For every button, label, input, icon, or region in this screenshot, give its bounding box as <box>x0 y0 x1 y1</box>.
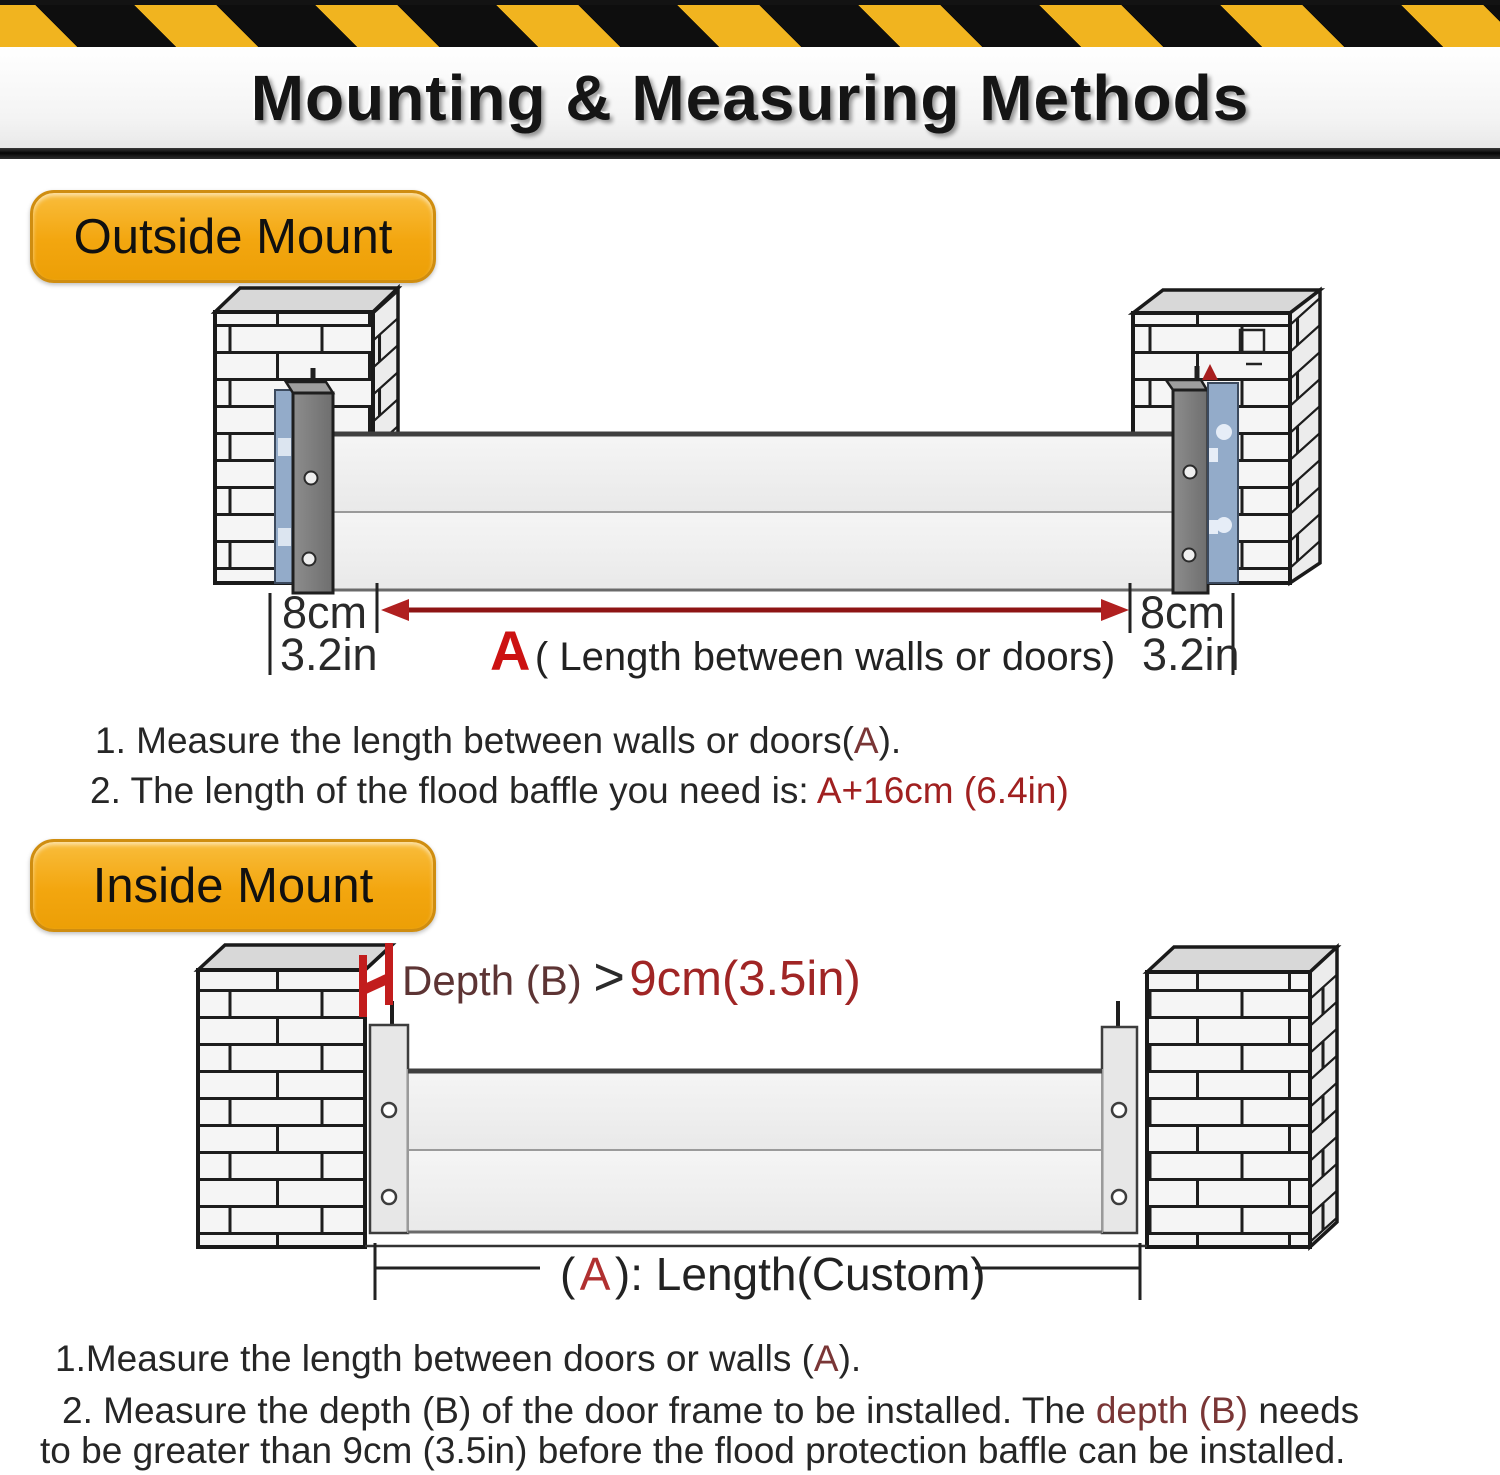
screw-hole <box>1112 1190 1126 1204</box>
inside-right-bracket <box>1102 1001 1137 1233</box>
span-label: A ( Length between walls or doors) <box>490 619 1116 682</box>
screw-hole <box>1183 549 1196 562</box>
outside-mount-diagram <box>0 270 1500 710</box>
outside-step-2: 2. The length of the flood baffle you need is: A+16cm (6.4in) <box>90 770 1069 811</box>
flood-barrier-panels <box>408 1070 1102 1232</box>
flood-barrier-panels <box>333 433 1173 590</box>
inside-step-2-line-2: to be greater than 9cm (3.5in) before the flood protection baffle can be installed. <box>40 1430 1346 1471</box>
depth-label: Depth (B) > 9cm(3.5in) <box>402 947 861 1007</box>
screw-hole <box>1184 466 1197 479</box>
right-dim-inch: 3.2in <box>1142 629 1240 680</box>
title-band <box>0 47 1500 148</box>
inside-dimensions <box>375 1243 1140 1300</box>
inside-right-pillar <box>1147 947 1337 1247</box>
outside-step-1: 1. Measure the length between walls or doors(A). <box>95 720 902 761</box>
screw-hole <box>382 1190 396 1204</box>
outside-right-seal-strip <box>1208 383 1238 583</box>
caution-tape-band <box>0 0 1500 52</box>
right-dim-cm: 8cm <box>1140 587 1226 638</box>
screw-hole <box>305 472 318 485</box>
inside-step-1: 1.Measure the length between doors or walls (A). <box>55 1338 862 1379</box>
inside-step-2-line-1: 2. Measure the depth (B) of the door frame to be installed. The depth (B) needs <box>62 1390 1360 1431</box>
inside-mount-badge-label: Inside Mount <box>92 858 374 913</box>
screw-hole <box>1112 1103 1126 1117</box>
inside-mount-badge <box>30 839 436 932</box>
page-title: Mounting & Measuring Methods <box>250 61 1250 134</box>
inside-left-bracket <box>370 1001 408 1233</box>
outside-dimensions <box>270 583 1240 682</box>
length-label: ( A ): Length(Custom) <box>560 1248 986 1300</box>
outside-mount-badge-label: Outside Mount <box>73 209 393 264</box>
screw-hole <box>303 553 316 566</box>
left-dim-inch: 3.2in <box>280 629 378 680</box>
outside-left-bracket <box>286 368 333 593</box>
screw-hole <box>382 1103 396 1117</box>
inside-mount-diagram <box>0 935 1500 1315</box>
header-divider <box>0 148 1500 159</box>
left-dim-cm: 8cm <box>282 587 368 638</box>
